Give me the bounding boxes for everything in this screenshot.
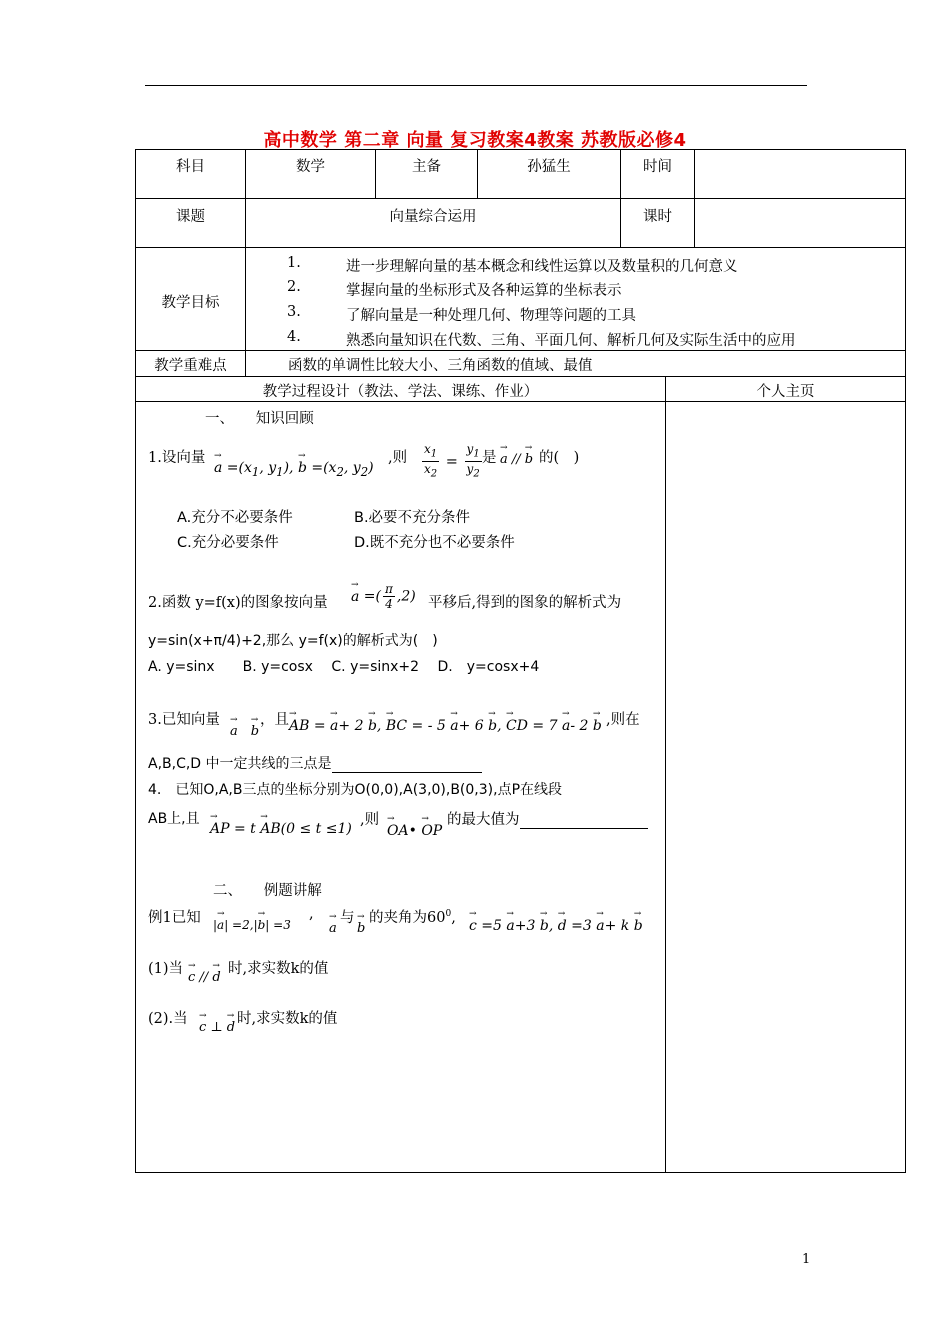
- difficulty-label: 教学重难点: [154, 358, 227, 374]
- ex1-part1-suffix: 时,求实数k的值: [228, 961, 329, 977]
- ex1-degree-mark: 0: [445, 909, 452, 920]
- goal-text: 掌握向量的坐标形式及各种运算的坐标表示: [346, 283, 622, 299]
- prep-label: 主备: [412, 159, 441, 175]
- q4-dot-formula: → OA• → OP: [387, 823, 442, 839]
- q2-line2: y=sin(x+π/4)+2,那么 y=f(x)的解析式为( ): [148, 633, 438, 649]
- subject-label-cell: [135, 149, 246, 199]
- ex1-vector-b: → b: [357, 921, 365, 936]
- process-header: 教学过程设计（教法、学法、课练、作业）: [262, 384, 539, 400]
- subject-value: 数学: [296, 159, 325, 175]
- q3-answer-blank[interactable]: [332, 758, 482, 773]
- goals-label: 教学目标: [161, 295, 220, 311]
- page-number: 1: [802, 1252, 811, 1267]
- goal-text: 熟悉向量知识在代数、三角、平面几何、解析几何及实际生活中的应用: [346, 333, 796, 349]
- q3-relations-formula: → AB = → a+ 2 → b, → BC = - 5 → a+ 6 → b, → CD = 7 → a- 2 → b: [289, 718, 602, 734]
- ex1-perp-formula: → c ⊥ → d: [199, 1020, 235, 1035]
- q4-ap-formula: → AP = t → AB(0 ≤ t ≤1): [210, 821, 352, 837]
- q1-suffix: 的( ): [539, 450, 580, 466]
- q2-vector-formula: → a =( $\frac{\pi}{4}$ ,2): [351, 582, 416, 611]
- ex1-part2-prefix: (2).当: [148, 1011, 188, 1027]
- homepage-content-cell: [665, 401, 906, 1173]
- section-knowledge-review: 一、 知识回顾: [205, 411, 314, 427]
- topic-value: 向量综合运用: [389, 209, 477, 225]
- q3-prefix: 3.已知向量: [148, 712, 220, 728]
- q1-ratio-formula: $\frac{x_1}{x_2}$ = $\frac{y_1}{y_2}$: [424, 442, 480, 480]
- q1-option-c: C.充分必要条件: [177, 535, 279, 551]
- period-label-cell: [620, 198, 695, 248]
- q3-line2: [148, 753, 482, 773]
- q1-prefix: 1.设向量: [148, 450, 206, 466]
- ex1-angle-text: 的夹角为60: [369, 910, 446, 926]
- goal-number: 2.: [287, 279, 301, 295]
- difficulty-content-cell: [245, 350, 906, 377]
- goal-item: [287, 329, 301, 345]
- ex1-parallel-formula: → c // → d: [188, 970, 221, 985]
- topic-value-cell: [245, 198, 621, 248]
- q1-option-d: D.既不充分也不必要条件: [354, 535, 515, 551]
- ex1-prefix: 例1已知: [148, 910, 201, 926]
- subject-label: 科目: [176, 159, 205, 175]
- q1-option-a: A.充分不必要条件: [177, 510, 293, 526]
- goals-content-cell: [245, 247, 906, 351]
- q4-line2-prefix: AB上,且: [148, 811, 200, 827]
- homepage-header: 个人主页: [756, 384, 815, 400]
- goal-text: 进一步理解向量的基本概念和线性运算以及数量积的几何意义: [346, 259, 738, 275]
- prep-value-cell: [477, 149, 621, 199]
- prep-value: 孙猛生: [527, 159, 571, 175]
- ex1-part2-suffix: 时,求实数k的值: [237, 1011, 338, 1027]
- q3-vectors-ab: → a → b: [230, 720, 259, 739]
- goals-label-cell: [135, 247, 246, 351]
- q1-is: 是: [482, 450, 497, 466]
- ex1-magnitude-formula: |→ a| =2,|→ b| =3: [213, 918, 291, 932]
- goal-number: 1.: [287, 255, 301, 271]
- q1-option-b: B.必要不充分条件: [354, 510, 471, 526]
- ex1-vector-a: → a: [329, 921, 337, 936]
- q4-line2-suffix: 的最大值为: [447, 812, 520, 828]
- goal-number: 3.: [287, 304, 301, 320]
- process-header-cell: [135, 376, 666, 402]
- prep-label-cell: [375, 149, 478, 199]
- time-label-cell: [620, 149, 695, 199]
- document-title: 高中数学 第二章 向量 复习教案4教案 苏教版必修4: [263, 130, 687, 151]
- q4-line2-mid: ,则: [360, 812, 380, 828]
- topic-label-cell: [135, 198, 246, 248]
- time-label: 时间: [643, 159, 672, 175]
- header-rule: [145, 85, 807, 86]
- goal-text: 了解向量是一种处理几何、物理等问题的工具: [346, 308, 636, 324]
- section-examples: 二、 例题讲解: [213, 883, 322, 899]
- homepage-header-cell: [665, 376, 906, 402]
- period-value-cell: [694, 198, 906, 248]
- process-content-cell: [135, 401, 666, 1173]
- q3-mid: ，且: [260, 712, 289, 728]
- difficulty-text: 函数的单调性比较大小、三角函数的值域、最值: [288, 358, 593, 374]
- q2-line1-suffix: 平移后,得到的图象的解析式为: [428, 595, 622, 611]
- difficulty-label-cell: [135, 350, 246, 377]
- goal-item: [287, 279, 301, 295]
- q3-line2-text: A,B,C,D 中一定共线的三点是: [148, 756, 332, 772]
- topic-label: 课题: [176, 209, 205, 225]
- q4-suffix: [447, 808, 648, 829]
- goal-number: 4.: [287, 329, 301, 345]
- q1-then: ,则: [388, 450, 408, 466]
- ex1-with: 与: [340, 910, 355, 926]
- q1-parallel-formula: → a // → b: [500, 452, 533, 467]
- ex1-cd-formula: → c =5 → a+3 → b, → d =3 → a+ k → b: [469, 918, 643, 934]
- subject-value-cell: [245, 149, 376, 199]
- q1-vectors-formula: → $a =(x_1$, $y_1$), → $b =(x_2$, $y_2$): [214, 460, 374, 479]
- goal-item: [287, 255, 301, 271]
- time-value-cell: [694, 149, 906, 199]
- q4-line1: 4. 已知O,A,B三点的坐标分别为O(0,0),A(3,0),B(0,3),点P在线段: [148, 782, 563, 798]
- q2-line1-prefix: 2.函数 y=f(x)的图象按向量: [148, 595, 328, 611]
- goal-item: [287, 304, 301, 320]
- ex1-comma: ,: [309, 906, 314, 922]
- q4-answer-blank[interactable]: [520, 814, 648, 829]
- ex1-angle: 的夹角为$60^0$,: [369, 909, 456, 926]
- period-label: 课时: [643, 209, 672, 225]
- q2-options: A. y=sinx B. y=cosx C. y=sinx+2 D. y=cosx+4: [148, 659, 540, 675]
- ex1-part1-prefix: (1)当: [148, 961, 184, 977]
- q3-suffix: ,则在: [606, 712, 640, 728]
